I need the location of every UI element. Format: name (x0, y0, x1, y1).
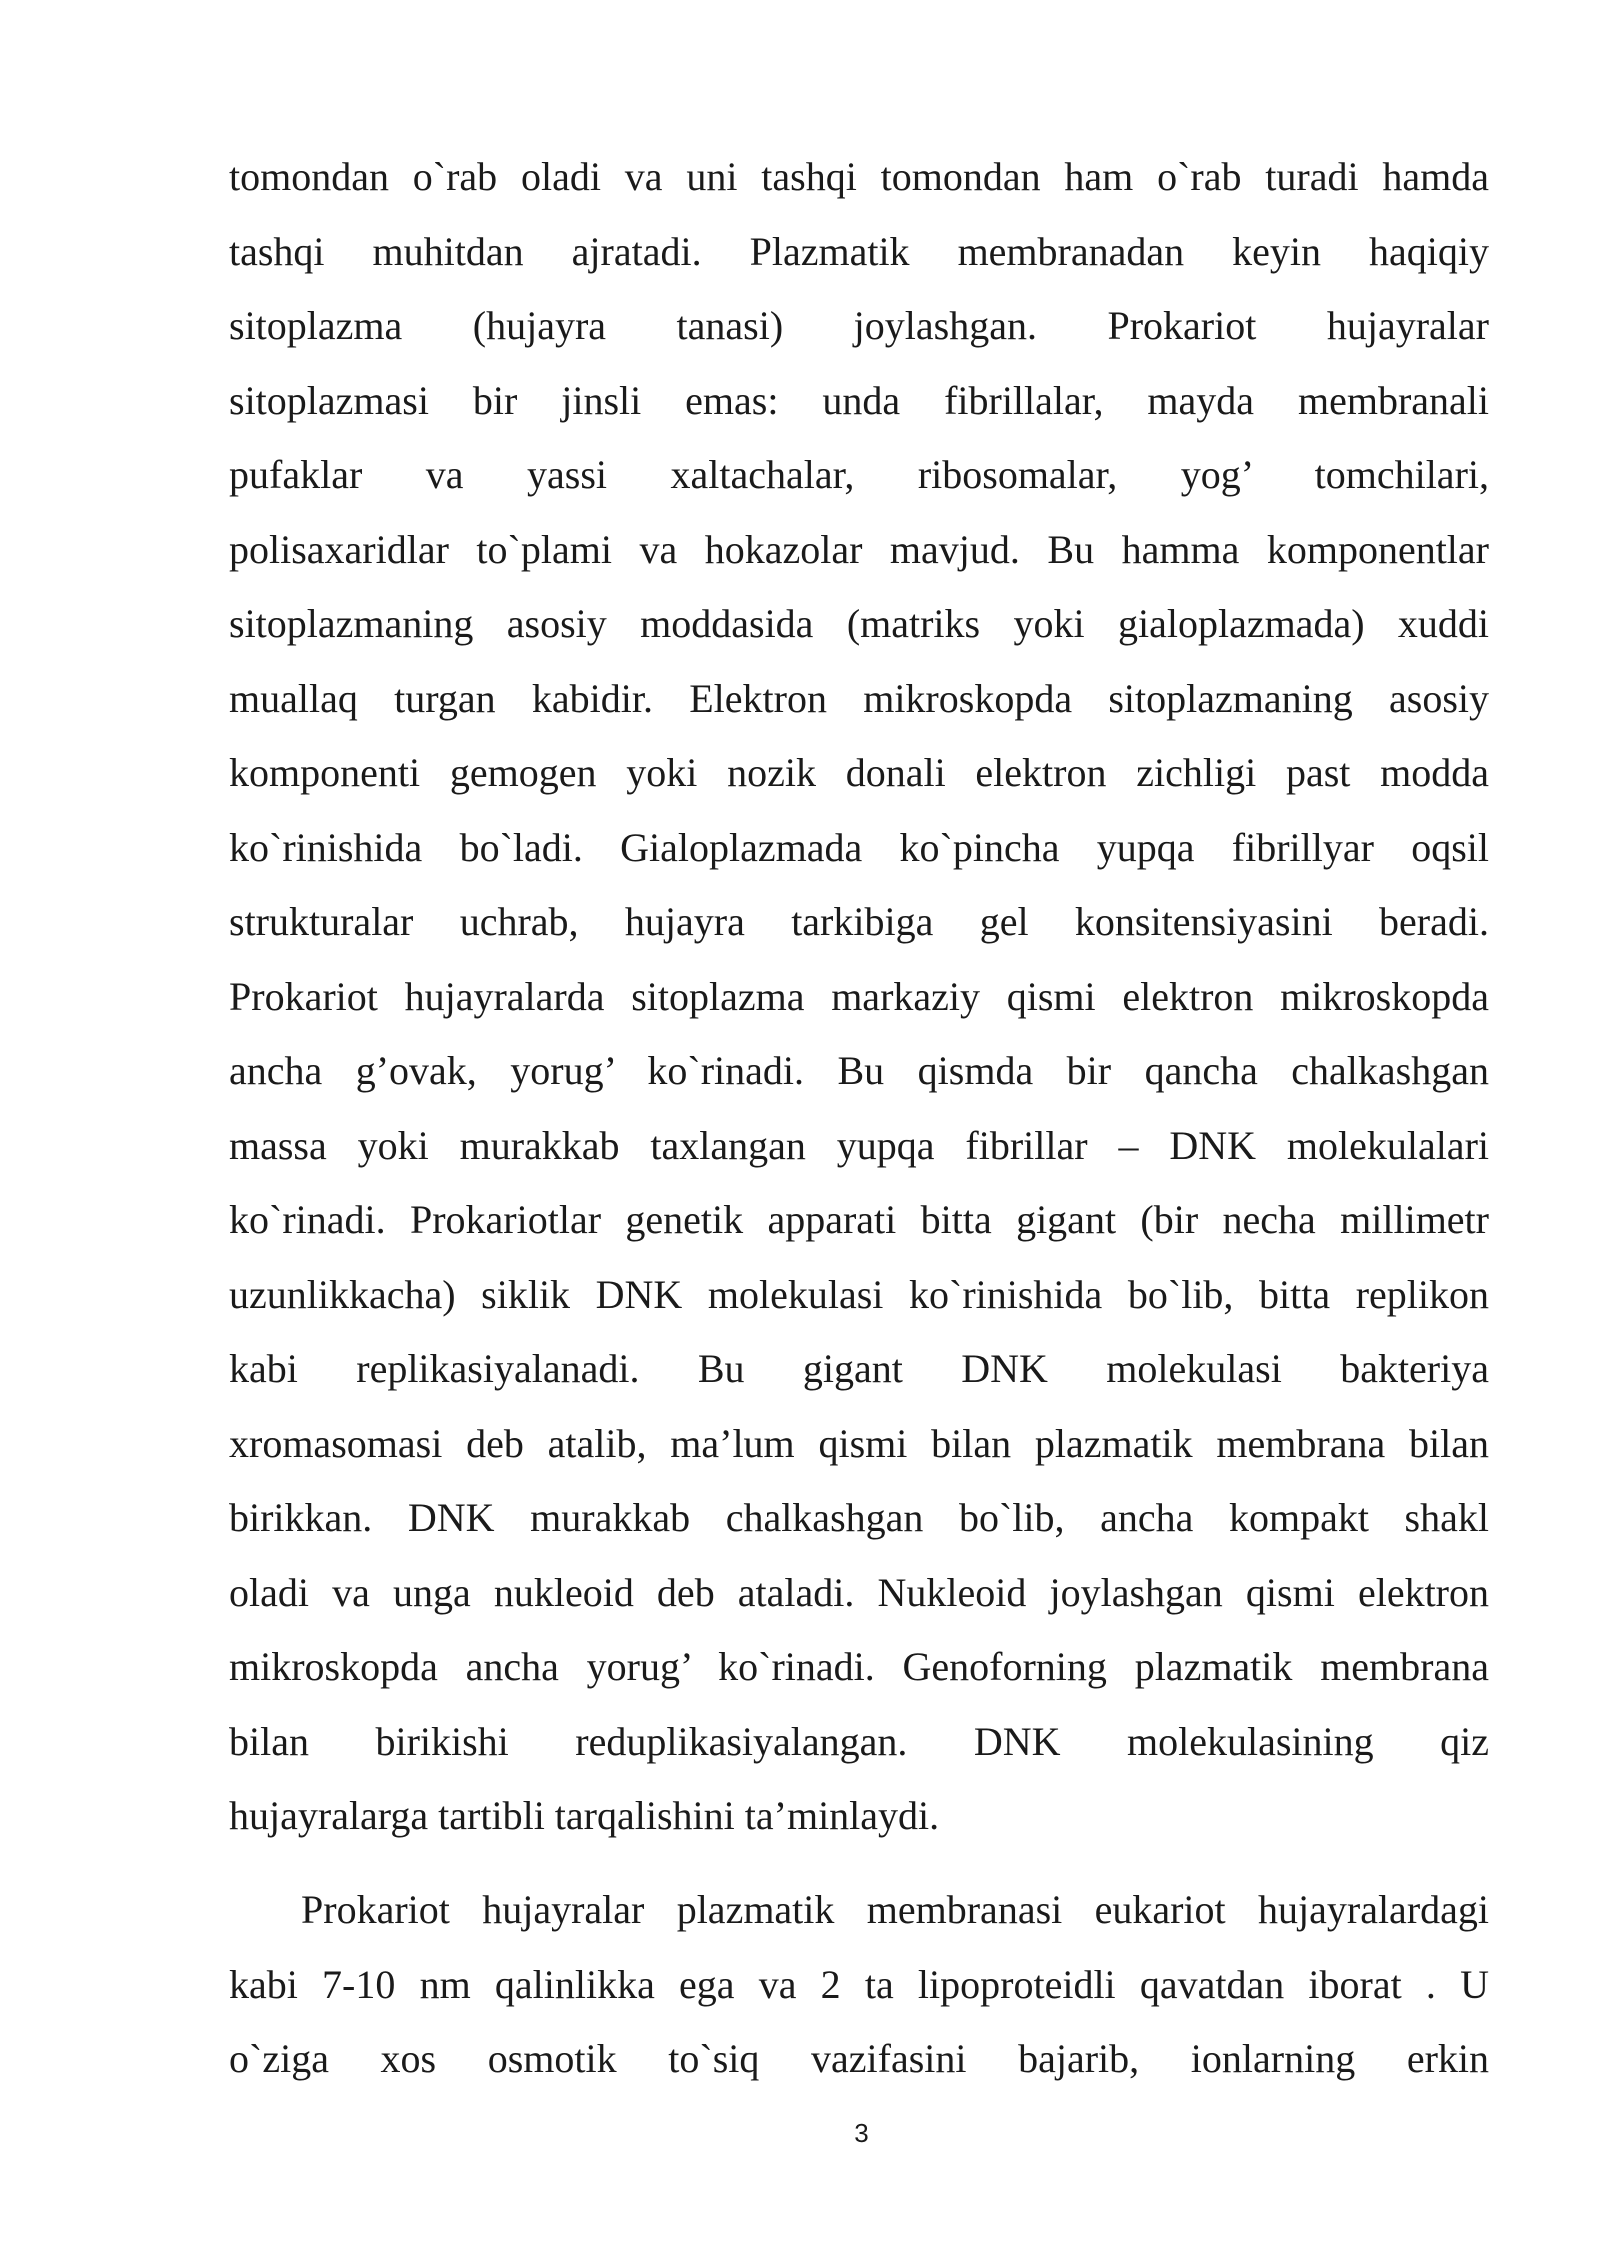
text-line: tomondan o`rab oladi va uni tashqi tomondan ham o`rab turadi hamda (229, 154, 1489, 199)
text-line: ancha g’ovak, yorug’ ko`rinadi. Bu qismda bir qancha chalkashgan (229, 1048, 1489, 1093)
paragraph-2 (229, 1873, 1489, 2097)
text-line: sitoplazmasi bir jinsli emas: unda fibrillalar, mayda membranali (229, 377, 1489, 423)
page-number: 3 (854, 2118, 869, 2148)
paragraph-1 (229, 140, 1489, 1854)
text-line: uzunlikkacha) siklik DNK molekulasi ko`rinishida bo`lib, bitta replikon (229, 1271, 1489, 1317)
text-line: oladi va unga nukleoid deb ataladi. Nukleoid joylashgan qismi elektron (229, 1569, 1489, 1615)
text-line: Prokariot hujayralar plazmatik membranasi eukariot hujayralardagi (301, 1887, 1489, 1932)
text-line: pufaklar va yassi xaltachalar, ribosomalar, yog’ tomchilari, (229, 452, 1489, 497)
text-line: birikkan. DNK murakkab chalkashgan bo`lib, ancha kompakt shakl (229, 1495, 1489, 1540)
text-line: polisaxaridlar to`plami va hokazolar mavjud. Bu hamma komponentlar (229, 526, 1489, 572)
text-line: kabi replikasiyalanadi. Bu gigant DNK molekulasi bakteriya (229, 1346, 1489, 1391)
text-line: xromasomasi deb atalib, ma’lum qismi bilan plazmatik membrana bilan (229, 1420, 1489, 1466)
text-line: sitoplazmaning asosiy moddasida (matriks yoki gialoplazmada) xuddi (229, 601, 1489, 646)
text-line: mikroskopda ancha yorug’ ko`rinadi. Genoforning plazmatik membrana (229, 1644, 1489, 1689)
text-line: hujayralarga tartibli tarqalishini ta’minlaydi. (229, 1793, 940, 1838)
text-line: o`ziga xos osmotik to`siq vazifasini bajarib, ionlarning erkin (229, 2036, 1489, 2081)
text-line: tashqi muhitdan ajratadi. Plazmatik membranadan keyin haqiqiy (229, 228, 1489, 274)
text-line: ko`rinishida bo`ladi. Gialoplazmada ko`pincha yupqa fibrillyar oqsil (229, 824, 1489, 870)
text-line: komponenti gemogen yoki nozik donali elektron zichligi past modda (229, 750, 1489, 795)
text-line: sitoplazma (hujayra tanasi) joylashgan. Prokariot hujayralar (229, 303, 1489, 348)
text-line: Prokariot hujayralarda sitoplazma markaziy qismi elektron mikroskopda (229, 973, 1489, 1019)
text-line: strukturalar uchrab, hujayra tarkibiga gel konsitensiyasini beradi. (229, 899, 1489, 944)
text-line: bilan birikishi reduplikasiyalangan. DNK molekulasining qiz (229, 1718, 1489, 1764)
text-line: kabi 7-10 nm qalinlikka ega va 2 ta lipoproteidli qavatdan iborat . U (229, 1961, 1489, 2007)
text-line: massa yoki murakkab taxlangan yupqa fibrillar – DNK molekulalari (229, 1122, 1489, 1168)
text-line: muallaq turgan kabidir. Elektron mikroskopda sitoplazmaning asosiy (229, 675, 1489, 721)
text-line: ko`rinadi. Prokariotlar genetik apparati bitta gigant (bir necha millimetr (229, 1197, 1489, 1242)
